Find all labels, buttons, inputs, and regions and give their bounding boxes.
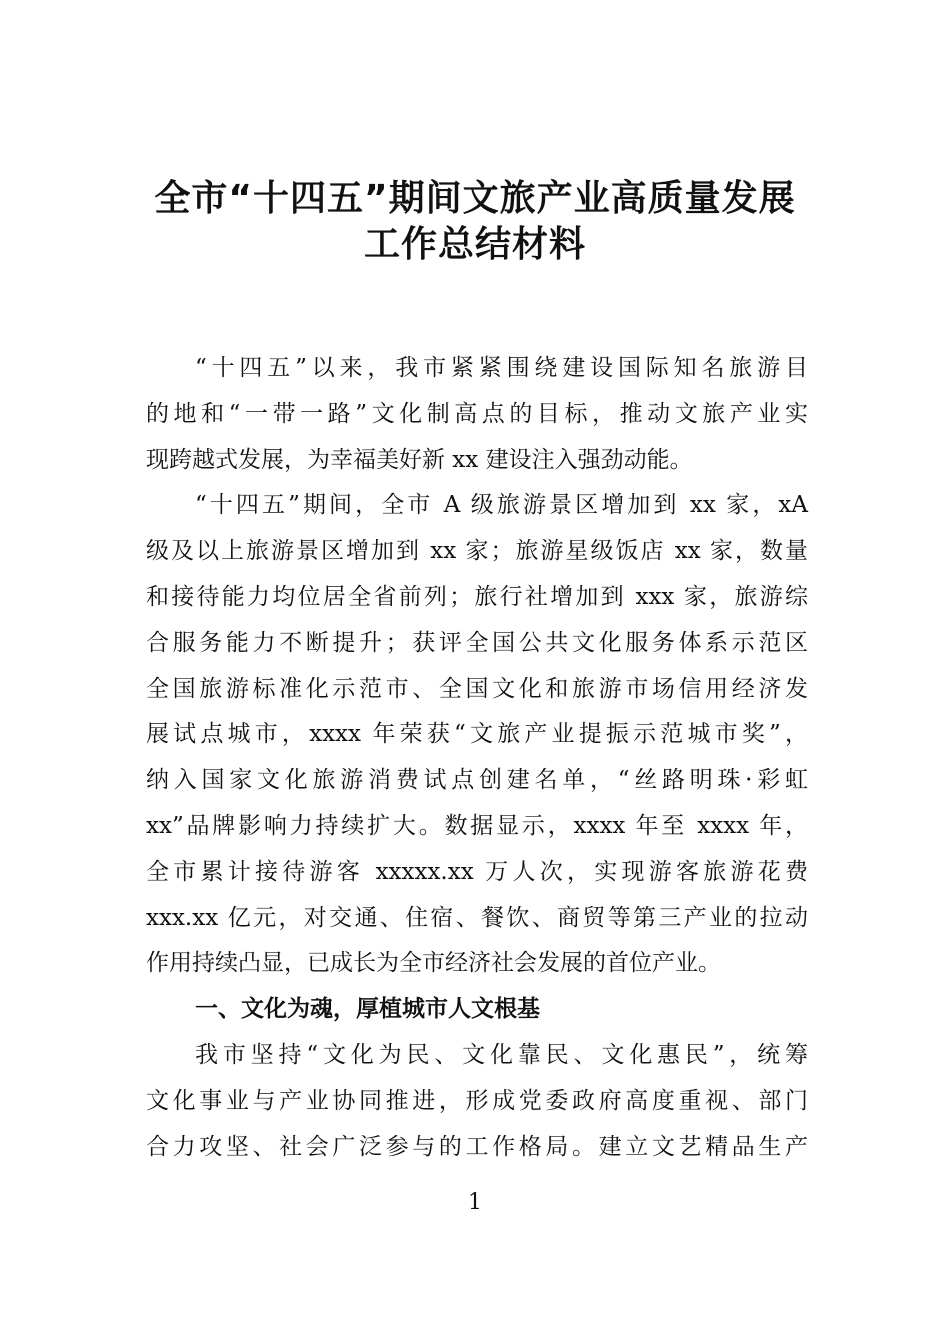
paragraph-line: 全国旅游标准化示范市、全国文化和旅游市场信用经济发 [146,675,808,702]
page-number: 1 [468,1190,482,1215]
paragraph-line: 合力攻坚、社会广泛参与的工作格局。建立文艺精品生产 [146,1133,808,1160]
document-title-line-1: 全市“十四五”期间文旅产业高质量发展 [154,178,796,219]
paragraph-line: “十四五”以来，我市紧紧围绕建设国际知名旅游目 [195,355,808,381]
paragraph-intro [146,346,808,483]
paragraph-line: xxx.xx 亿元，对交通、住宿、餐饮、商贸等第三产业的拉动 [146,904,808,931]
paragraph-achievements [146,483,808,987]
paragraph-line: 纳入国家文化旅游消费试点创建名单，“丝路明珠·彩虹 [146,767,808,794]
section-heading: 一、文化为魂，厚植城市人文根基 [195,996,540,1023]
paragraph-line: 全市累计接待游客 xxxxx.xx 万人次，实现游客旅游花费 [146,858,808,885]
paragraph-section-1 [146,1033,808,1170]
paragraph-line: “十四五”期间，全市 A 级旅游景区增加到 xx 家，xA [195,492,808,519]
paragraph-line: 合服务能力不断提升；获评全国公共文化服务体系示范区 [146,629,808,656]
paragraph-line: 的地和“一带一路”文化制高点的目标，推动文旅产业实 [146,400,808,427]
paragraph-line: xx”品牌影响力持续扩大。数据显示，xxxx 年至 xxxx 年， [146,812,808,839]
paragraph-line: 级及以上旅游景区增加到 xx 家；旅游星级饭店 xx 家，数量 [146,538,808,565]
document-title-line-2: 工作总结材料 [363,224,586,265]
paragraph-line: 文化事业与产业协同推进，形成党委政府高度重视、部门 [146,1087,808,1114]
paragraph-line: 和接待能力均位居全省前列；旅行社增加到 xxx 家，旅游综 [146,583,808,610]
paragraph-line: 展试点城市，xxxx 年荣获“文旅产业提振示范城市奖”， [146,721,808,748]
paragraph-line: 我市坚持“文化为民、文化靠民、文化惠民”，统筹 [195,1041,808,1068]
paragraph-line: 现跨越式发展，为幸福美好新 xx 建设注入强劲动能。 [146,446,693,473]
paragraph-line: 作用持续凸显，已成长为全市经济社会发展的首位产业。 [146,950,721,977]
document-body [146,346,808,1170]
